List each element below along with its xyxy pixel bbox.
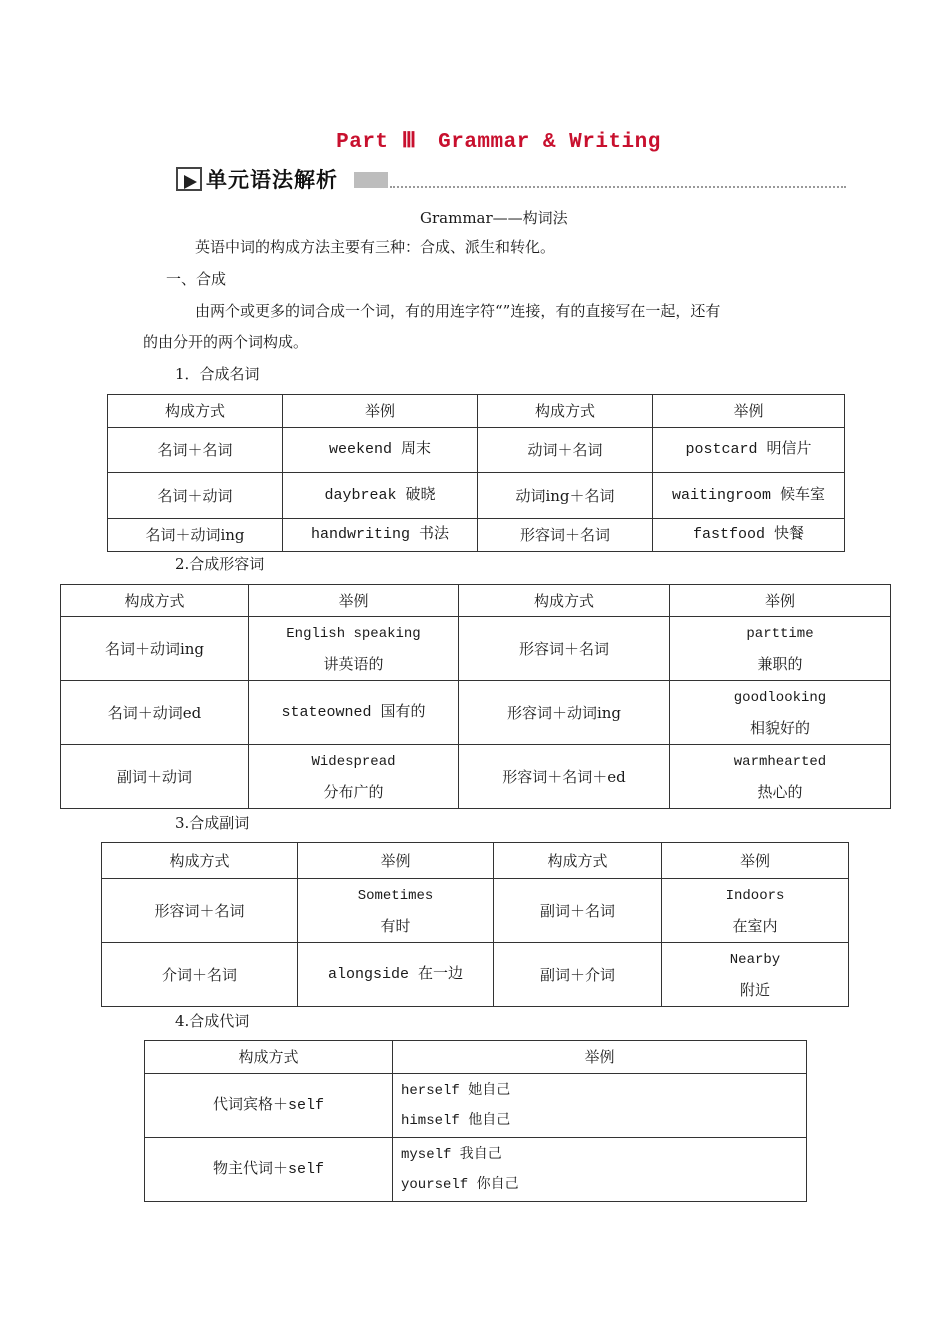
header-cell: 构成方式 — [145, 1041, 393, 1074]
table-cell: 名词＋动词 — [108, 473, 283, 519]
section-banner — [176, 162, 848, 192]
table-cell — [393, 1074, 807, 1138]
page-title: Part Ⅲ Grammar & Writing — [336, 131, 661, 154]
table-cell: 形容词＋名词 — [478, 519, 653, 552]
table-cell — [393, 1138, 807, 1202]
table-cell: 名词＋名词 — [108, 428, 283, 473]
example-line: herself 她自己 — [401, 1082, 511, 1099]
table-cell: 形容词＋名词 — [459, 617, 670, 681]
header-cell: 构成方式 — [108, 395, 283, 428]
table-cell: 副词＋名词 — [494, 879, 662, 943]
section-heading: 一、合成 — [166, 270, 227, 288]
example-word: Widespread — [311, 753, 396, 770]
table-cell: 形容词＋名词＋ed — [459, 745, 670, 809]
table-heading: 4.合成代词 — [175, 1012, 250, 1030]
table-cell: 形容词＋动词ing — [459, 681, 670, 745]
header-cell: 构成方式 — [102, 843, 298, 879]
compound-adverb-table — [101, 842, 849, 1007]
header-cell: 构成方式 — [61, 585, 249, 617]
table-cell: daybreak 破晓 — [283, 473, 478, 519]
header-cell: 举例 — [249, 585, 459, 617]
table-cell: 副词＋动词 — [61, 745, 249, 809]
table-cell: handwriting 书法 — [283, 519, 478, 552]
table-cell: 副词＋介词 — [494, 943, 662, 1007]
example-meaning: 讲英语的 — [323, 654, 384, 673]
example-line: yourself 你自己 — [401, 1176, 519, 1193]
example-word: Sometimes — [357, 887, 434, 904]
play-arrow-icon — [176, 167, 202, 191]
example-line: myself 我自己 — [401, 1146, 502, 1163]
table-cell: 形容词＋名词 — [102, 879, 298, 943]
example-meaning: 分布广的 — [323, 782, 384, 801]
grammar-subtitle: Grammar——构词法 — [420, 209, 568, 227]
table-cell — [298, 879, 494, 943]
example-meaning: 相貌好的 — [749, 718, 810, 737]
table-cell — [662, 943, 849, 1007]
table-heading: 3.合成副词 — [175, 814, 250, 832]
table-cell: 动词ing＋名词 — [478, 473, 653, 519]
example-word: goodlooking — [733, 689, 827, 706]
example-word: Indoors — [725, 887, 785, 904]
header-cell: 构成方式 — [459, 585, 670, 617]
table-cell: postcard 明信片 — [653, 428, 845, 473]
table-cell — [670, 745, 891, 809]
header-cell: 举例 — [670, 585, 891, 617]
header-cell: 举例 — [298, 843, 494, 879]
example-meaning: 兼职的 — [757, 654, 803, 673]
table-cell: 代词宾格＋self — [145, 1074, 393, 1138]
banner-label: 单元语法解析 — [206, 168, 338, 192]
example-meaning: 有时 — [380, 916, 411, 935]
header-cell: 举例 — [283, 395, 478, 428]
example-meaning: 热心的 — [757, 782, 803, 801]
table-cell: 动词＋名词 — [478, 428, 653, 473]
table-cell: waitingroom 候车室 — [653, 473, 845, 519]
table-cell: 物主代词＋self — [145, 1138, 393, 1202]
intro-text: 英语中词的构成方法主要有三种：合成、派生和转化。 — [195, 238, 556, 256]
table-cell — [670, 681, 891, 745]
example-word: Nearby — [729, 951, 781, 968]
header-cell: 举例 — [393, 1041, 807, 1074]
table-cell: fastfood 快餐 — [653, 519, 845, 552]
table-cell: 名词＋动词ing — [61, 617, 249, 681]
table-heading: 1．合成名词 — [175, 365, 260, 383]
paragraph-line: 的由分开的两个词构成。 — [143, 333, 309, 351]
table-cell: 名词＋动词ing — [108, 519, 283, 552]
header-cell: 举例 — [653, 395, 845, 428]
example-word: parttime — [746, 625, 814, 642]
header-cell: 举例 — [662, 843, 849, 879]
table-cell: 介词＋名词 — [102, 943, 298, 1007]
table-cell — [249, 745, 459, 809]
table-cell — [670, 617, 891, 681]
example-word: English speaking — [286, 625, 421, 642]
compound-noun-table — [107, 394, 845, 552]
compound-adjective-table — [60, 584, 891, 809]
table-cell — [249, 617, 459, 681]
paragraph-line: 由两个或更多的词合成一个词，有的用连字符“”连接，有的直接写在一起，还有 — [195, 302, 721, 320]
example-word: warmhearted — [733, 753, 827, 770]
table-cell: 名词＋动词ed — [61, 681, 249, 745]
table-cell: stateowned 国有的 — [249, 681, 459, 745]
example-meaning: 在室内 — [732, 916, 778, 935]
banner-rule — [390, 186, 846, 188]
table-cell: alongside 在一边 — [298, 943, 494, 1007]
header-cell: 构成方式 — [494, 843, 662, 879]
table-heading: 2.合成形容词 — [175, 555, 265, 573]
table-cell — [662, 879, 849, 943]
compound-pronoun-table — [144, 1040, 807, 1202]
banner-decor — [354, 172, 388, 188]
example-meaning: 附近 — [739, 980, 770, 999]
header-cell: 构成方式 — [478, 395, 653, 428]
example-line: himself 他自己 — [401, 1112, 511, 1129]
table-cell: weekend 周末 — [283, 428, 478, 473]
